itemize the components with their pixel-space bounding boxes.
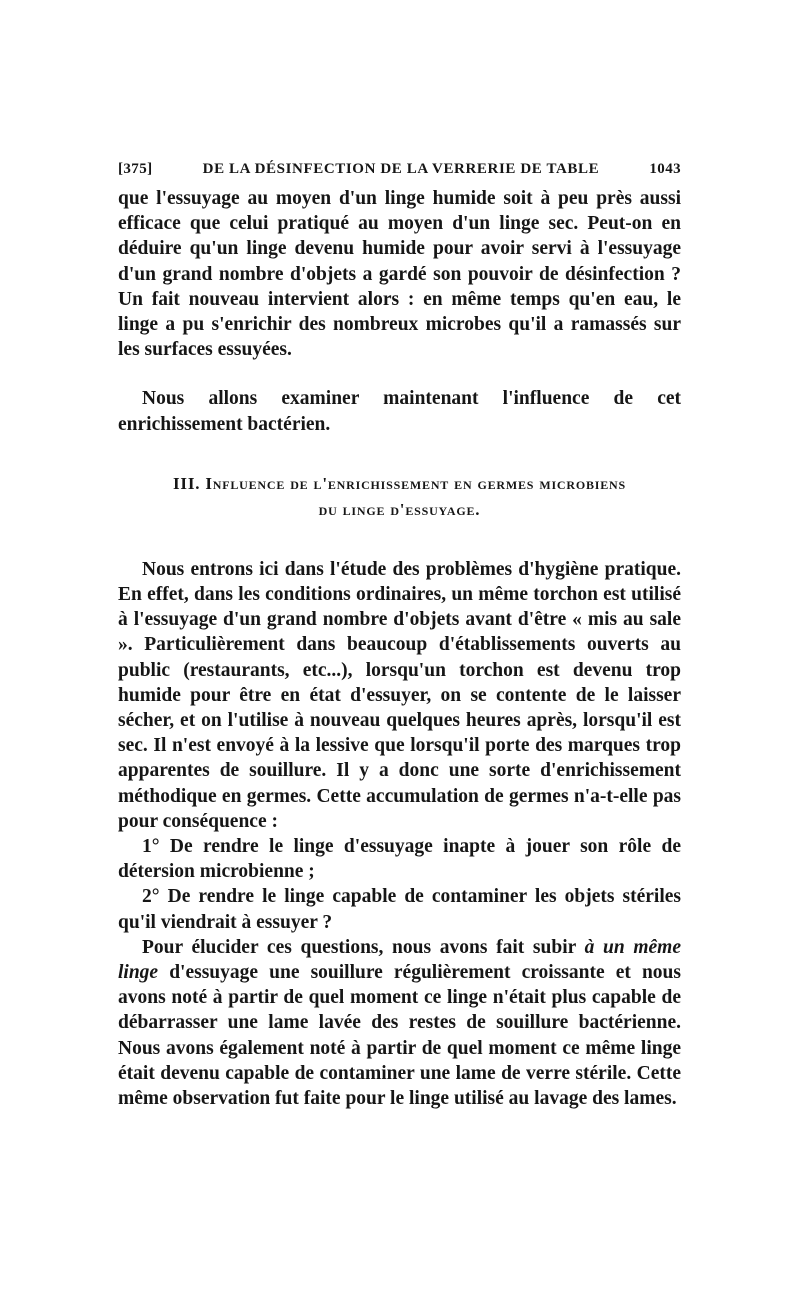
book-page: [118, 152, 681, 1111]
paragraph-continuation: que l'essuyage au moyen d'un linge humide soit à peu près aussi efficace que celui pratiqué au moyen d'un linge sec. Peut-on en déduire qu'un linge devenu humide pour avoir servi à l'essuyage d'un grand nombre d'objets a gardé son pouvoir de désinfection ? Un fait nouveau intervient alors : en même temps qu'en eau, le linge a pu s'enrichir des nombreux microbes qu'il a ramassés sur les surfaces essuyées.: [118, 188, 681, 361]
running-header: [118, 152, 681, 186]
spacer: [118, 362, 681, 386]
method-text-italic: à un même linge: [118, 936, 681, 984]
page-number: 1043: [649, 161, 681, 177]
section-heading-line-2: du linge d'essuyage.: [318, 499, 481, 519]
header-bracket-number: [375]: [118, 161, 153, 177]
paragraph-method: [118, 935, 681, 1111]
header-title: DE LA DÉSINFECTION DE LA VERRERIE DE TABLE: [202, 161, 600, 177]
paragraph-hygiene: Nous entrons ici dans l'étude des problèmes d'hygiène pratique. En effet, dans les conditions ordinaires, un même torchon est utilisé à l'essuyage d'un grand nombre d'objets avant d'être « mis au sale ». Particulièrement dans beaucoup d'établissements ouverts au public (restaurants, etc...), lorsqu'un torchon est devenu trop humide pour être en état d'essuyer, on se contente de le laisser sécher, et on l'utilise à nouveau quelques heures après, lorsqu'il est sec. Il n'est envoyé à la lessive que lorsqu'il porte des marques trop apparentes de souillure. Il y a donc une sorte d'enrichissement méthodique en germes. Cette accumulation de germes n'a-t-elle pas pour conséquence :: [118, 558, 681, 832]
spacer: [118, 437, 681, 471]
numbered-item-1: 1° De rendre le linge d'essuyage inapte à jouer son rôle de détersion microbienne ;: [118, 836, 681, 883]
numbered-item-2: 2° De rendre le linge capable de contaminer les objets stériles qu'il viendrait à essuyer ?: [118, 886, 681, 933]
method-text-start: Pour élucider ces questions, nous avons fait subir: [142, 936, 585, 958]
paragraph-transition: Nous allons examiner maintenant l'influence de cet enrichissement bactérien.: [118, 388, 681, 435]
section-heading: [118, 471, 681, 523]
section-heading-line-1: III. Influence de l'enrichissement en germes microbiens: [173, 473, 626, 493]
method-text-end: d'essuyage une souillure régulièrement croissante et nous avons noté à partir de quel moment ce linge n'était plus capable de débarrasser une lame lavée des restes de souillure bactérienne. Nous avons également noté à partir de quel moment ce même linge était devenu capable de contaminer une lame de verre stérile. Cette même observation fut faite pour le linge utilisé au lavage des lames.: [118, 962, 681, 1110]
spacer: [118, 523, 681, 557]
